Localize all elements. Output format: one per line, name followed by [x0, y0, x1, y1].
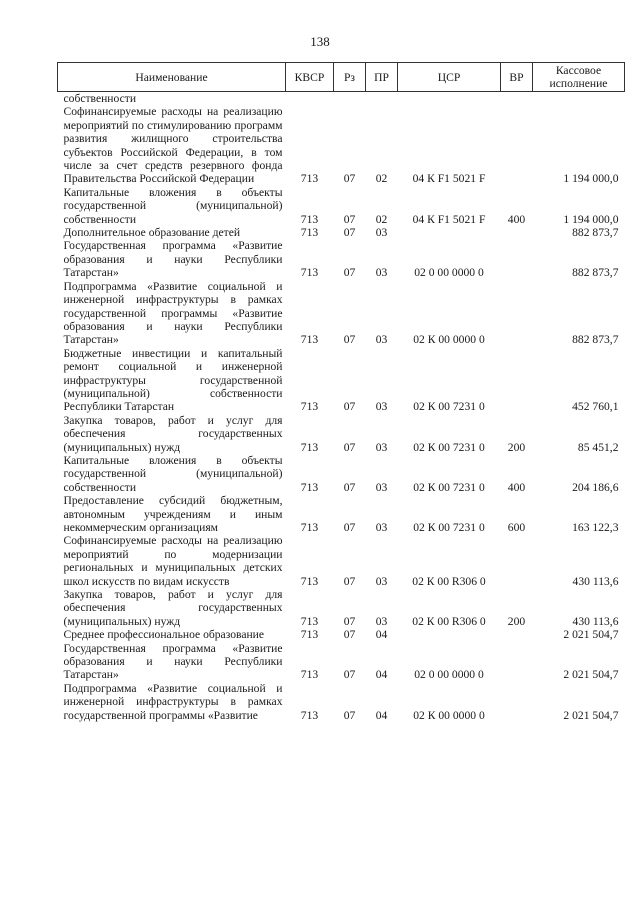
- cell-pr: 03: [375, 440, 388, 454]
- cell-ki: 430 113,6: [572, 614, 619, 628]
- cell-vr: 400: [507, 212, 526, 226]
- cell-kvsr: 713: [300, 628, 319, 642]
- cell-kvsr: 713: [300, 521, 319, 534]
- cell-csr: 04 К F1 5021 F: [412, 212, 486, 226]
- cell-rz: 07: [343, 333, 356, 347]
- cell-vr: 400: [507, 480, 526, 494]
- cell-rz: 07: [343, 480, 356, 494]
- cell-kvsr: 713: [300, 668, 319, 682]
- table-row: [58, 92, 625, 106]
- header-pr: ПР: [366, 63, 398, 92]
- table-body: [58, 92, 625, 723]
- table-row: [58, 628, 625, 641]
- table-row: [58, 186, 625, 226]
- cell-csr: 02 К 00 R306 0: [412, 614, 486, 628]
- cell-pr: 04: [375, 628, 388, 642]
- cell-rz: 07: [343, 668, 356, 682]
- cell-ki: 163 122,3: [572, 521, 619, 534]
- cell-kvsr: 713: [300, 212, 319, 226]
- cell-kvsr: 713: [300, 574, 319, 588]
- cell-rz: 07: [343, 574, 356, 588]
- table-row: [58, 347, 625, 414]
- cell-ki: 1 194 000,0: [563, 172, 619, 186]
- page-number: 138: [310, 34, 330, 49]
- cell-pr: 03: [375, 400, 388, 414]
- cell-kvsr: 713: [300, 708, 319, 722]
- cell-kvsr: 713: [300, 333, 319, 347]
- cell-vr: [501, 682, 533, 722]
- cell-vr: [501, 642, 533, 682]
- cell-pr: [366, 92, 398, 106]
- table-row: [58, 588, 625, 628]
- cell-name: Государственная программа «Развитие образования и науки Республики Татарстан»: [63, 239, 283, 280]
- cell-pr: 03: [375, 266, 388, 280]
- cell-vr: [501, 280, 533, 347]
- cell-csr: 02 К 00 0000 0: [413, 333, 485, 347]
- cell-ki: 2 021 504,7: [563, 708, 619, 722]
- cell-rz: 07: [343, 708, 356, 722]
- table-row: [58, 454, 625, 494]
- cell-ki: 204 186,6: [572, 480, 619, 494]
- cell-name: Бюджетные инвестиции и капитальный ремонт социальной и инженерной инфраструктуры государственной (муниципальной) собственности Республики Татарстан: [63, 346, 283, 414]
- cell-ki: 2 021 504,7: [563, 628, 619, 642]
- header-ki: Кассовое исполнение: [533, 63, 625, 92]
- cell-pr: 04: [375, 708, 388, 722]
- cell-ki: 430 113,6: [572, 574, 619, 588]
- cell-kvsr: [286, 92, 334, 106]
- cell-vr: [501, 105, 533, 185]
- header-rz: Рз: [334, 63, 366, 92]
- cell-name: Софинансируемые расходы на реализацию мероприятий по стимулированию программ развития жилищного строительства субъектов Российской Федерации, в том числе за счет средств резервного фонда Правительства Российской Федерации: [63, 105, 283, 186]
- cell-pr: 03: [375, 480, 388, 494]
- cell-vr: [501, 239, 533, 279]
- cell-rz: 07: [343, 521, 356, 534]
- table-header-row: [58, 63, 625, 92]
- cell-ki: 452 760,1: [572, 400, 619, 414]
- cell-vr: 200: [507, 614, 526, 628]
- cell-csr: 04 К F1 5021 F: [412, 172, 486, 186]
- cell-name: Дополнительное образование детей: [63, 226, 241, 240]
- cell-kvsr: 713: [300, 480, 319, 494]
- cell-rz: 07: [343, 614, 356, 628]
- cell-ki: 1 194 000,0: [563, 212, 619, 226]
- cell-ki: 882 873,7: [572, 333, 619, 347]
- cell-csr: 02 К 00 7231 0: [413, 400, 485, 414]
- header-name: Наименование: [58, 63, 286, 92]
- cell-rz: 07: [343, 266, 356, 280]
- cell-pr: 03: [375, 226, 388, 240]
- cell-name: собственности: [63, 92, 137, 105]
- table-row: [58, 105, 625, 185]
- cell-vr: 600: [507, 521, 526, 534]
- cell-name: Капитальные вложения в объекты государственной (муниципальной) собственности: [63, 453, 283, 494]
- table-row: [58, 494, 625, 534]
- cell-pr: 04: [375, 668, 388, 682]
- table-row: [58, 280, 625, 347]
- cell-rz: 07: [343, 628, 356, 642]
- cell-rz: 07: [343, 440, 356, 454]
- cell-csr: 02 К 00 7231 0: [413, 521, 485, 534]
- cell-kvsr: 713: [300, 226, 319, 240]
- table-row: [58, 414, 625, 454]
- cell-ki: 882 873,7: [572, 226, 619, 240]
- table-row: [58, 239, 625, 279]
- cell-name: Среднее профессиональное образование: [63, 628, 265, 642]
- cell-kvsr: 713: [300, 266, 319, 280]
- cell-pr: 03: [375, 333, 388, 347]
- cell-kvsr: 713: [300, 440, 319, 454]
- cell-name: Закупка товаров, работ и услуг для обеспечения государственных (муниципальных) нужд: [63, 413, 283, 454]
- table-row: [58, 642, 625, 682]
- cell-name: Софинансируемые расходы на реализацию мероприятий по модернизации региональных и муниципальных детских школ искусств по видам искусств: [63, 534, 283, 588]
- cell-ki: 882 873,7: [572, 266, 619, 280]
- header-kvsr: КВСР: [286, 63, 334, 92]
- table-row: [58, 682, 625, 722]
- cell-csr: 02 К 00 R306 0: [412, 574, 486, 588]
- header-vr: ВР: [501, 63, 533, 92]
- cell-name: Подпрограмма «Развитие социальной и инженерной инфраструктуры в рамках государственной программы «Развитие: [63, 681, 283, 722]
- table-row: [58, 534, 625, 588]
- cell-csr: 02 0 00 0000 0: [414, 668, 484, 682]
- cell-ki: 2 021 504,7: [563, 668, 619, 682]
- cell-csr: 02 К 00 7231 0: [413, 440, 485, 454]
- cell-csr: [398, 628, 501, 641]
- cell-vr: 200: [507, 440, 526, 454]
- cell-pr: 02: [375, 172, 388, 186]
- cell-pr: 03: [375, 574, 388, 588]
- cell-csr: [398, 226, 501, 239]
- cell-vr: [501, 628, 533, 641]
- cell-ki: 85 451,2: [577, 440, 619, 454]
- cell-vr: [501, 226, 533, 239]
- cell-vr: [501, 347, 533, 414]
- cell-rz: 07: [343, 226, 356, 240]
- cell-kvsr: 713: [300, 614, 319, 628]
- cell-name: Закупка товаров, работ и услуг для обеспечения государственных (муниципальных) нужд: [63, 588, 283, 628]
- cell-ki: [533, 92, 625, 106]
- cell-vr: [501, 92, 533, 106]
- cell-pr: 03: [375, 521, 388, 534]
- cell-pr: 02: [375, 212, 388, 226]
- cell-vr: [501, 534, 533, 588]
- cell-name: Капитальные вложения в объекты государственной (муниципальной) собственности: [63, 185, 283, 226]
- cell-pr: 03: [375, 614, 388, 628]
- cell-kvsr: 713: [300, 172, 319, 186]
- cell-rz: [334, 92, 366, 106]
- table-row: [58, 226, 625, 239]
- cell-csr: 02 К 00 0000 0: [413, 708, 485, 722]
- header-csr: ЦСР: [398, 63, 501, 92]
- cell-rz: 07: [343, 212, 356, 226]
- cell-name: Предоставление субсидий бюджетным, автономным учреждениям и иным некоммерческим организациям: [63, 494, 283, 534]
- cell-name: Подпрограмма «Развитие социальной и инженерной инфраструктуры в рамках государственной программы «Развитие образования и науки Республики Татарстан»: [63, 279, 283, 347]
- cell-name: Государственная программа «Развитие образования и науки Республики Татарстан»: [63, 641, 283, 682]
- cell-csr: 02 К 00 7231 0: [413, 480, 485, 494]
- cell-kvsr: 713: [300, 400, 319, 414]
- cell-rz: 07: [343, 400, 356, 414]
- cell-rz: 07: [343, 172, 356, 186]
- budget-table: [57, 62, 625, 722]
- cell-csr: 02 0 00 0000 0: [414, 266, 484, 280]
- cell-csr: [398, 92, 501, 106]
